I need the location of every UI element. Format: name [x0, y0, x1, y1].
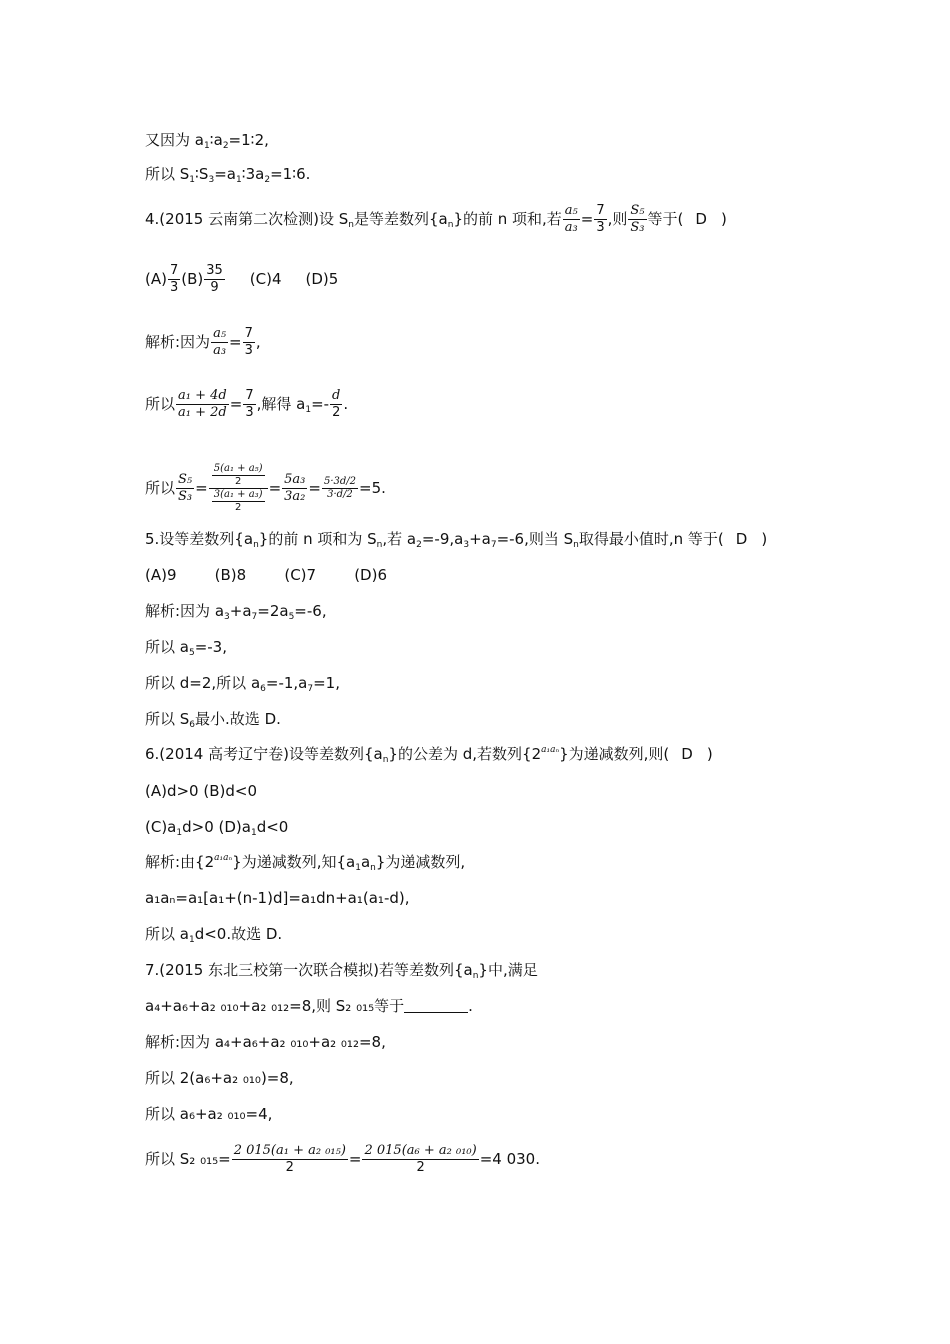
answer: D	[681, 745, 693, 763]
text: =1∶2,	[228, 131, 269, 149]
subscript: 1	[235, 175, 242, 185]
numerator: 7	[596, 203, 605, 218]
fraction	[176, 388, 229, 421]
subscript: 5	[188, 648, 195, 658]
text: 最小.故选 D.	[195, 710, 281, 728]
denominator: 3	[245, 405, 254, 420]
subscript: 7	[251, 612, 258, 622]
subscript: n	[573, 540, 579, 550]
text: 所以 S	[145, 165, 190, 183]
question-4-options	[145, 263, 338, 296]
text: }为递减数列,	[375, 853, 466, 871]
text: =	[229, 395, 243, 413]
text: )	[706, 745, 713, 763]
question-6	[145, 744, 713, 764]
denominator: 3	[596, 220, 605, 235]
text: d<0.故选 D.	[194, 925, 283, 943]
text: 是等差数列{a	[353, 210, 448, 228]
fraction	[211, 326, 228, 359]
subscript: 3	[463, 540, 470, 550]
fraction	[563, 203, 580, 236]
subscript: n	[472, 971, 479, 981]
fraction	[168, 263, 180, 296]
subscript: 1	[250, 828, 257, 838]
fraction	[212, 489, 265, 514]
text: =	[229, 333, 242, 351]
question-7-line-2	[145, 996, 473, 1016]
compound-fraction	[209, 463, 268, 514]
subscript: n	[348, 220, 354, 230]
numerator: 3(a₁ + a₃)	[213, 489, 263, 500]
numerator: d	[332, 388, 341, 403]
text: 5.设等差数列{a	[145, 530, 254, 548]
text: 7.(2015 东北三校第一次联合模拟)若等差数列{a	[145, 961, 473, 979]
denominator: 2	[285, 1160, 294, 1175]
numerator: a₅	[564, 203, 578, 218]
text: =a	[214, 165, 236, 183]
superscript: a₁aₙ	[214, 853, 233, 863]
q5-solution-1	[145, 601, 327, 621]
denominator: 3	[169, 280, 179, 295]
subscript: 5	[288, 612, 295, 622]
numerator: 7	[245, 388, 254, 403]
text: =1∶6.	[270, 165, 311, 183]
q5-solution-2	[145, 637, 227, 657]
q7-solution-3: 所以 a₆+a₂ ₀₁₀=4,	[145, 1105, 273, 1123]
text: =4 030.	[479, 1150, 540, 1168]
text: 取得最小值时,n 等于(	[578, 530, 724, 548]
text: ,则	[607, 210, 628, 228]
denominator: 2	[416, 1160, 425, 1175]
text: 所以 S₂ ₀₁₅=	[145, 1150, 231, 1168]
text: +a	[229, 602, 252, 620]
text: ∶S	[195, 165, 209, 183]
q4-solution-3	[145, 463, 386, 514]
line-ratio-a1-a2	[145, 130, 269, 150]
text: 所以	[145, 395, 176, 413]
text: =-	[311, 395, 330, 413]
text: 6.(2014 高考辽宁卷)设等差数列{a	[145, 745, 383, 763]
q6-solution-3	[145, 924, 282, 944]
text: =	[268, 479, 282, 497]
text: ,	[255, 333, 261, 351]
text: =-3,	[194, 638, 227, 656]
subscript: 6	[189, 720, 196, 730]
subscript: n	[370, 863, 376, 873]
numerator: S₅	[178, 472, 193, 487]
text: =	[308, 479, 321, 497]
q4-solution-1	[145, 326, 261, 359]
denominator: a₃	[564, 220, 578, 235]
option-d: (D)5	[305, 270, 339, 288]
text: a₄+a₆+a₂ ₀₁₀+a₂ ₀₁₂=8,则 S₂ ₀₁₅等于	[145, 997, 405, 1015]
subscript: 7	[307, 684, 314, 694]
text: =-1,a	[265, 674, 308, 692]
text: }中,满足	[478, 961, 538, 979]
fraction	[628, 203, 646, 236]
question-6-options-ab: (A)d>0 (B)d<0	[145, 782, 257, 800]
option-a: (A)	[145, 270, 167, 288]
fraction	[232, 1143, 348, 1176]
fraction	[362, 1143, 478, 1176]
text: =	[195, 479, 208, 497]
subscript: 1	[188, 935, 195, 945]
subscript: 7	[490, 540, 497, 550]
line-ratio-s1-s3	[145, 164, 310, 184]
q7-solution-2: 所以 2(a₆+a₂ ₀₁₀)=8,	[145, 1069, 294, 1087]
text: 等于(	[647, 210, 684, 228]
subscript: 6	[260, 684, 266, 694]
question-5-options: (A)9 (B)8 (C)7 (D)6	[145, 566, 387, 584]
numerator: 2 015(a₆ + a₂ ₀₁₀)	[364, 1143, 477, 1158]
denominator: S₃	[630, 220, 645, 235]
text: d>0 (D)a	[182, 818, 251, 836]
fraction	[204, 263, 225, 296]
text: 所以 a	[145, 925, 189, 943]
text: =-6,	[294, 602, 327, 620]
text: 4.(2015 云南第二次检测)设 S	[145, 210, 349, 228]
text: 所以 a	[145, 638, 189, 656]
question-4	[145, 203, 727, 236]
text: ∶a	[209, 131, 223, 149]
question-7	[145, 960, 538, 980]
text: }为递减数列,知{a	[232, 853, 356, 871]
text: 解析:由{2	[145, 853, 215, 871]
q6-solution-1	[145, 852, 465, 872]
fraction	[322, 476, 358, 501]
q5-solution-3	[145, 673, 340, 693]
q5-solution-4	[145, 709, 281, 729]
option-b: (B)	[181, 270, 204, 288]
denominator: 2	[332, 405, 341, 420]
text: 解析:因为	[145, 333, 211, 351]
option-c: (C)4	[249, 270, 282, 288]
text: .	[468, 997, 473, 1015]
text: =	[580, 210, 594, 228]
text: }的前 n 项和为 S	[258, 530, 377, 548]
text: ,若 a	[382, 530, 417, 548]
denominator: 2	[234, 502, 242, 513]
q7-solution-1: 解析:因为 a₄+a₆+a₂ ₀₁₀+a₂ ₀₁₂=8,	[145, 1033, 386, 1051]
numerator: 7	[169, 263, 179, 278]
question-5	[145, 529, 767, 549]
numerator: 5a₃	[284, 472, 306, 487]
denominator	[209, 489, 268, 514]
subscript: 1	[305, 405, 312, 415]
text: .	[343, 395, 349, 413]
fraction	[282, 472, 307, 505]
text: 所以 S	[145, 710, 190, 728]
superscript: a₁aₙ	[541, 745, 560, 755]
subscript: 3	[208, 175, 215, 185]
text: 所以 d=2,所以 a	[145, 674, 261, 692]
text: =5.	[359, 479, 386, 497]
subscript: 1	[176, 828, 183, 838]
numerator: S₅	[630, 203, 645, 218]
denominator: a₃	[213, 343, 227, 358]
text: )	[761, 530, 768, 548]
text: =-9,a	[421, 530, 464, 548]
fraction	[330, 388, 342, 421]
subscript: n	[253, 540, 259, 550]
text: 所以	[145, 479, 176, 497]
text: ∶3a	[241, 165, 265, 183]
subscript: n	[447, 220, 454, 230]
text: (C)a	[145, 818, 177, 836]
subscript: 2	[222, 141, 229, 151]
fraction	[243, 326, 255, 359]
denominator: a₁ + 2d	[178, 405, 227, 420]
text: +a	[469, 530, 491, 548]
text: }为递减数列,则(	[559, 745, 670, 763]
answer: D	[695, 210, 707, 228]
subscript: 3	[224, 612, 230, 622]
numerator: 2 015(a₁ + a₂ ₀₁₅)	[233, 1143, 346, 1158]
text: =-6,则当 S	[496, 530, 574, 548]
subscript: 1	[189, 175, 196, 185]
q6-solution-2: a₁aₙ=a₁[a₁+(n-1)d]=a₁dn+a₁(a₁-d),	[145, 889, 410, 907]
text: )	[720, 210, 727, 228]
numerator: 5·3d/2	[323, 476, 356, 487]
numerator: 7	[244, 326, 253, 341]
denominator: S₃	[178, 489, 193, 504]
denominator: 9	[210, 280, 219, 295]
fraction	[243, 388, 255, 421]
fraction	[594, 203, 606, 236]
numerator: 5(a₁ + a₅)	[213, 463, 263, 474]
subscript: 1	[203, 141, 210, 151]
text: =1,	[313, 674, 340, 692]
numerator: a₅	[213, 326, 227, 341]
text: }的公差为 d,若数列{2	[388, 745, 542, 763]
text: 又因为 a	[145, 131, 204, 149]
subscript: n	[382, 755, 389, 765]
denominator: 3a₂	[284, 489, 306, 504]
text: 解析:因为 a	[145, 602, 225, 620]
fraction	[176, 472, 194, 505]
subscript: 2	[416, 540, 422, 550]
denominator: 3·d/2	[327, 489, 353, 500]
text: =2a	[257, 602, 289, 620]
subscript: 2	[264, 175, 271, 185]
text: d<0	[256, 818, 289, 836]
numerator: 35	[206, 263, 223, 278]
text: =	[348, 1150, 362, 1168]
answer-blank	[404, 998, 468, 1013]
question-6-options-cd	[145, 817, 288, 837]
denominator: 3	[244, 343, 253, 358]
text: ,解得 a	[256, 395, 306, 413]
text: a	[360, 853, 371, 871]
subscript: 1	[355, 863, 361, 873]
q4-solution-2	[145, 388, 348, 421]
numerator	[209, 463, 268, 489]
q7-solution-4	[145, 1143, 540, 1176]
denominator: 2	[234, 476, 242, 487]
numerator: a₁ + 4d	[178, 388, 227, 403]
answer: D	[735, 530, 748, 548]
subscript: n	[376, 540, 383, 550]
text: }的前 n 项和,若	[453, 210, 562, 228]
fraction	[212, 463, 265, 488]
